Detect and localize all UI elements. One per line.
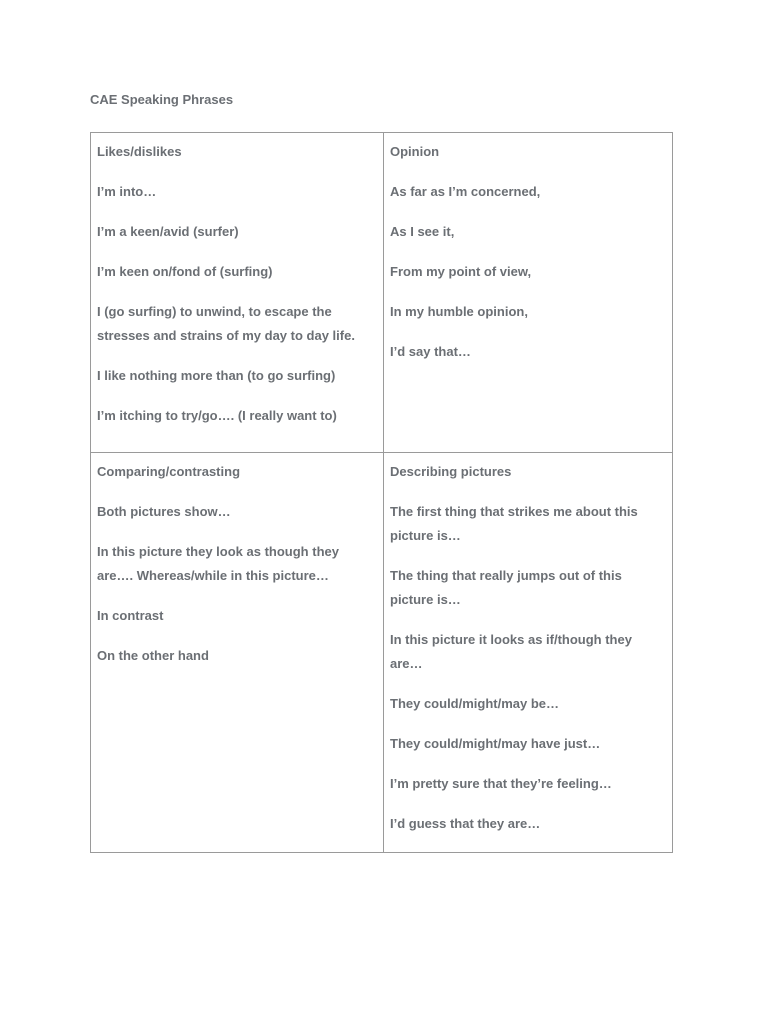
table-row [91,453,673,853]
phrase-item: I (go surfing) to unwind, to escape the stresses and strains of my day to day life. [97,304,355,343]
cell-likes-dislikes [91,133,384,453]
phrase-item: From my point of view, [390,264,532,279]
cell-heading: Comparing/contrasting [97,464,241,479]
phrase-item: In my humble opinion, [390,304,528,319]
cell-opinion [384,133,673,453]
cell-comparing-contrasting [91,453,384,853]
phrase-item: In this picture it looks as if/though they are… [390,632,632,671]
phrase-item: I’d say that… [390,344,471,359]
phrase-item: I like nothing more than (to go surfing) [97,368,336,383]
phrase-item: On the other hand [97,648,209,663]
cell-heading: Describing pictures [390,464,512,479]
phrase-item: As far as I’m concerned, [390,184,541,199]
phrase-item: Both pictures show… [97,504,231,519]
phrases-table [90,132,673,853]
table-row [91,133,673,453]
phrase-item: I’m pretty sure that they’re feeling… [390,776,612,791]
phrase-item: I’m into… [97,184,157,199]
phrase-item: I’d guess that they are… [390,816,541,831]
phrase-item: They could/might/may have just… [390,736,601,751]
phrase-item: They could/might/may be… [390,696,560,711]
phrase-item: The thing that really jumps out of this picture is… [390,568,622,607]
cell-heading: Opinion [390,144,440,159]
phrase-item: In this picture they look as though they are…. Whereas/while in this picture… [97,544,339,583]
phrase-item: I’m keen on/fond of (surfing) [97,264,273,279]
cell-describing-pictures [384,453,673,853]
document-title: CAE Speaking Phrases [90,92,234,107]
phrase-item: As I see it, [390,224,455,239]
phrase-item: I’m a keen/avid (surfer) [97,224,239,239]
phrase-item: In contrast [97,608,164,623]
phrase-item: The first thing that strikes me about this picture is… [390,504,638,543]
phrase-item: I’m itching to try/go…. (I really want to) [97,408,337,423]
cell-heading: Likes/dislikes [97,144,182,159]
